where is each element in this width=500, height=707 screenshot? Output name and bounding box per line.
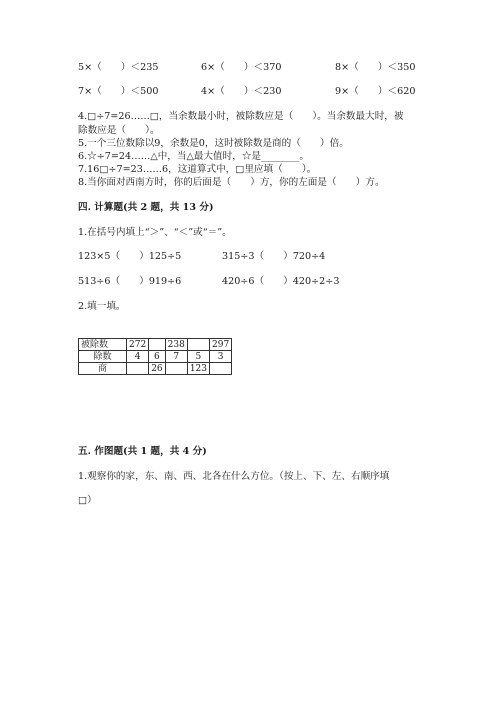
table-row xyxy=(79,339,232,351)
table-cell: 272 xyxy=(127,339,149,351)
question-5: 5.一个三位数除以9，余数是0，这时被除数是商的（ ）倍。 xyxy=(78,138,349,149)
table-cell: 6 xyxy=(149,351,165,363)
table-cell xyxy=(149,339,165,351)
table-cell: 7 xyxy=(165,351,187,363)
table-cell: 商 xyxy=(79,363,127,375)
section-4-question-2: 2.填一填。 xyxy=(78,301,126,312)
table-cell: 26 xyxy=(149,363,165,375)
table-cell: 238 xyxy=(165,339,187,351)
compare-item: 6×（ ）＜370 xyxy=(201,62,282,73)
calc-item: 513÷6（ ）919÷6 xyxy=(78,276,182,287)
question-4-line-1: 4.□÷7=26……□，当余数最小时，被除数应是（ ）。当余数最大时，被 xyxy=(78,111,404,122)
table-cell: 297 xyxy=(210,339,232,351)
section-5-title: 五. 作图题(共 1 题，共 4 分) xyxy=(78,446,207,457)
table-cell: 除数 xyxy=(79,351,127,363)
compare-item: 7×（ ）＜500 xyxy=(78,86,159,97)
table-row xyxy=(79,351,232,363)
table-cell: 5 xyxy=(187,351,209,363)
calc-item: 420÷6（ ）420÷2÷3 xyxy=(222,276,340,287)
table-cell xyxy=(127,363,149,375)
table-cell xyxy=(165,363,187,375)
question-7: 7.16□÷7=23……6，这道算式中，□里应填（ ）。 xyxy=(78,164,317,175)
compare-item: 9×（ ）＜620 xyxy=(335,86,416,97)
division-fill-table xyxy=(78,338,232,375)
section-5-question-1-line-2: □） xyxy=(78,495,97,506)
table-cell: 123 xyxy=(187,363,209,375)
compare-item: 4×（ ）＜230 xyxy=(201,86,282,97)
compare-item: 8×（ ）＜350 xyxy=(335,62,416,73)
table-row xyxy=(79,363,232,375)
calc-item: 123×5（ ）125÷5 xyxy=(78,251,182,262)
section-4-question-1: 1.在括号内填上“＞”、“＜”或“＝”。 xyxy=(78,227,232,238)
calc-item: 315÷3（ ）720÷4 xyxy=(222,251,326,262)
table-cell: 4 xyxy=(127,351,149,363)
question-6: 6.☆÷7=24……△中，当△最大值时，☆是________。 xyxy=(78,151,309,162)
table-cell: 被除数 xyxy=(79,339,127,351)
section-4-title: 四. 计算题(共 2 题，共 13 分) xyxy=(78,202,214,213)
table-cell xyxy=(187,339,209,351)
table-cell xyxy=(210,363,232,375)
question-4-line-2: 除数应是（ ）。 xyxy=(78,125,160,136)
question-8: 8.当你面对西南方时，你的后面是（ ）方，你的左面是（ ）方。 xyxy=(78,177,385,188)
compare-item: 5×（ ）＜235 xyxy=(78,62,159,73)
section-5-question-1-line-1: 1.观察你的家，东、南、西、北各在什么方位。（按上、下、左、右顺序填 xyxy=(78,471,390,482)
table-cell: 3 xyxy=(210,351,232,363)
